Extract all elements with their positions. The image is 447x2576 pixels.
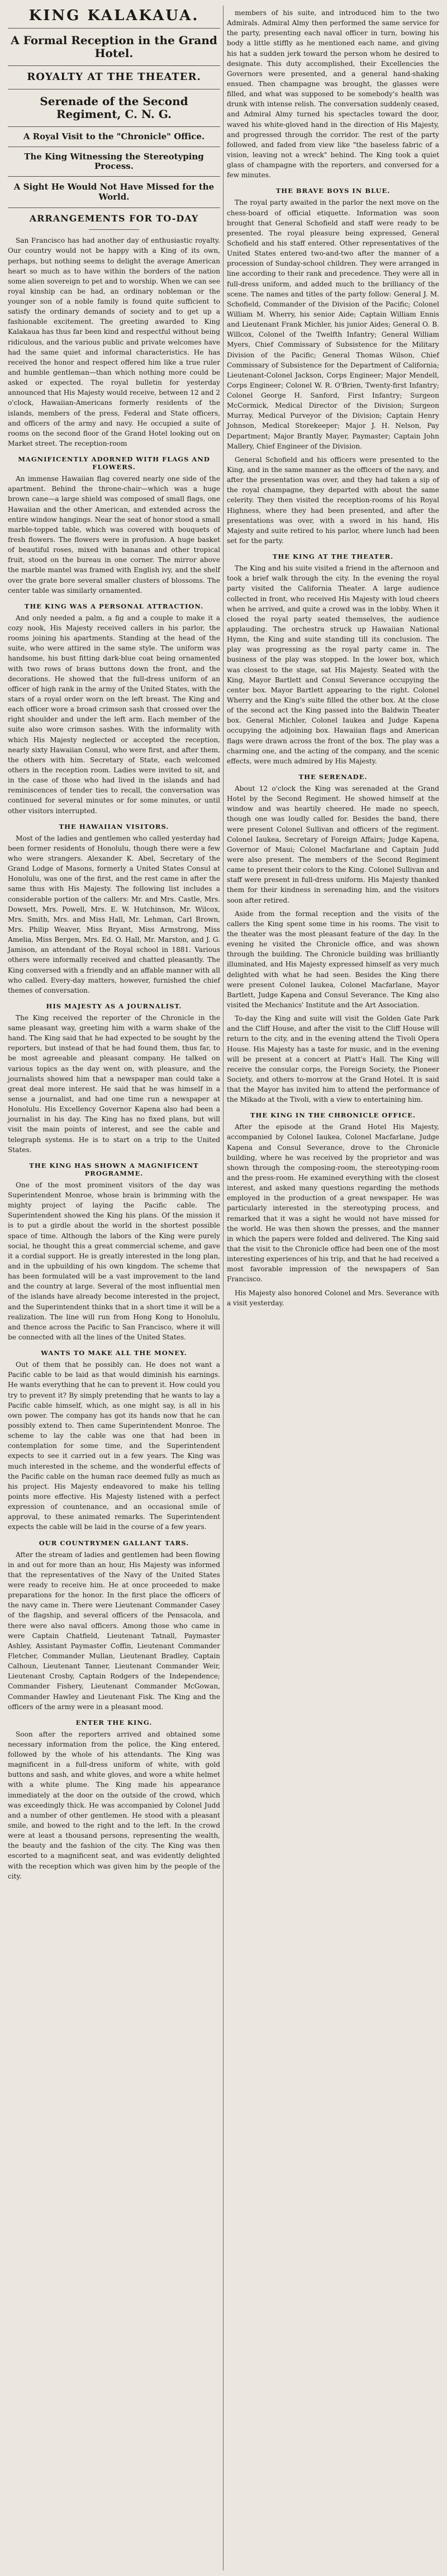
- left-column-body: [8, 235, 220, 1881]
- subheading: WANTS TO MAKE ALL THE MONEY.: [41, 1349, 187, 1357]
- article-paragraph: To-day the King and suite will visit the Golden Gate Park and the Cliff House, and after the visit to the Cliff House will return to the city, and in the evening attend the Tivoli Opera House. His Majesty has a taste for music, and in the evening will be present at a concert at Platt's Hall. The King will receive the consular corps, the Foreign Society, the Pioneer Society, and others to-morrow at the Grand Hotel. It is said that the Mayor has invited him to attend the performance of the Mikado at the Tivoli, with a view to entertaining him.: [227, 1015, 439, 1104]
- left-column: [8, 8, 220, 1885]
- right-column: [227, 8, 439, 1311]
- article-paragraph: members of his suite, and introduced him to the two Admirals. Admiral Almy then performed the same service for the party, presenting each naval officer in turn, bowing his body a little stiffly as he mentioned each name, and giving his hat a sudden jerk toward the person whom he desired to designate. This duty accomplished, their Excellencies the Governors were presented, and a general hand-shaking ensued. Then champagne was brought, the glasses were filled, and what was supposed to be somebody's health was drunk with intense relish. The conversation suddenly ceased, and Admiral Almy turned his spectacles toward the door, waved his white-gloved hand in the direction of His Majesty, and progressed through the corridor. The rest of the party followed, and faded from view like "the baseless fabric of a vision, leaving not a wreck" behind. The King took a quiet glass of champagne with the reporters, and conversed for a few minutes.: [227, 9, 439, 180]
- subheading: THE HAWAIIAN VISITORS.: [59, 822, 169, 831]
- serenade-headline: Serenade of the Second Regiment, C. N. G.: [8, 89, 220, 127]
- article-paragraph: About 12 o'clock the King was serenaded at the Grand Hotel by the Second Regiment. He showed himself at the window and was heartily cheered. He made no speech, though one was loudly called for. Besides the band, there were present Colonel Sullivan and officers of the regiment. Colonel Iaukea, Secretary of Foreign Affairs; Judge Kapena, Governor of Maui; Colonel Macfarlane and Captain Judd were also present. The members of the Second Regiment came to present their colors to the King. Colonel Sullivan and staff were present in full-dress uniform. His Majesty thanked them for their kindness in serenading him, and the visitors soon after retired.: [227, 784, 439, 904]
- short-rule: [89, 229, 139, 230]
- subheading: HIS MAJESTY AS A JOURNALIST.: [46, 1002, 182, 1010]
- article-paragraph: General Schofield and his officers were presented to the King, and in the same manner as the officers of the navy, and after the presentation was over, and they had taken a sip of the royal champagne, they departed with about the same celerity. They then visited the reception-rooms of his Royal Highness, where they had been presented, and after the presentations was over, with a sword in his hand, His Majesty and suite retired to his parlor, where lunch had been set for the party.: [227, 455, 439, 545]
- subheading: MAGNIFICENTLY ADORNED WITH FLAGS AND FLOWERS.: [18, 455, 210, 471]
- visit-headline: A Royal Visit to the "Chronicle" Office.: [8, 127, 220, 147]
- royalty-headline: ROYALTY AT THE THEATER.: [8, 66, 220, 89]
- article-paragraph: One of the most prominent visitors of the day was Superintendent Monroe, whose brain is brimming with the mighty project of laying the Pacific cable. The Superintendent showed the King his plans. Of the mission it is to put a girdle about the world in the shortest possible space of time. Although the labors of the King were purely social, he thought this a great commercial scheme, and gave it a cordial support. He is greatly interested in the long plan, and in the upbuilding of his own kingdom. The scheme that has been formulated will be a vast improvement to the land and the country at large. Several of the most influential men of the islands have already become interested in the project, and the Superintendent thinks that in a short time it will be a realization. The line will run from Hong Kong to Honolulu, and thence across the Pacific to San Francisco, where it will be connected with all the lines of the United States.: [8, 1181, 220, 1341]
- main-headline: KING KALAKAUA.: [8, 8, 220, 29]
- column-rule: [223, 6, 224, 2570]
- subheading: THE KING AT THE THEATER.: [272, 553, 394, 561]
- article-paragraph: Out of them that he possibly can. He does not want a Pacific cable to be laid as that would diminish his earnings. He wants everything that he can to prevent it. How could you try to prevent it? By simply pretending that he wants to lay a Pacific cable himself, which, as one might say, is all in his own power. The company has got its hands now that he can possibly extend to. Then came Superintendent Monroe. The scheme to lay the cable was one that had been in contemplation for some time, and the Superintendent expects to see it carried out in a few years. The King was much interested in the scheme, and the wonderful effects of the Pacific cable on the human race deemed fully as much as his project. His Majesty endeavored to make his telling points more effective. His Majesty listened with a perfect expression of countenance, and an occasional smile of approval, to these animated remarks. The Superintendent expects the cable will be laid in the course of a few years.: [8, 1361, 220, 1531]
- subheading: ENTER THE KING.: [75, 1718, 153, 1726]
- article-paragraph: Most of the ladies and gentlemen who called yesterday had been former residents of Honolulu, though there were a few who were strangers. Alexander K. Abel, Secretary of the Grand Lodge of Masons, formerly a United States Consul at Honolulu, was one of the first, and the rest came in after the same thus with His Majesty. The following list includes a considerable portion of the callers: Mr. and Mrs. Castle, Mrs. Dowsett, Mrs. Powell, Mrs. E. W. Hutchinson, Mr. Wilcox, Mrs. Smith, Mrs. and Miss Hall, Mr. Lehman, Carl Brown, Mrs. Philip Weaver, Miss Bryant, Miss Armstrong, Miss Amelia, Miss Bergen, Mrs. Ed. O. Hall, Mr. Marston, and J. G. Jamison, an attendant of the Royal school in 1881. Various others were informally received and chatted pleasantly. The King conversed with a friendly and an affable manner with all who called. Every-day matters, however, furnished the chief themes of conversation.: [8, 834, 220, 994]
- subheading: THE KING HAS SHOWN A MAGNIFICENT PROGRAMME.: [29, 1161, 199, 1177]
- deck-headline: A Formal Reception in the Grand Hotel.: [8, 29, 220, 66]
- article-paragraph: San Francisco has had another day of enthusiastic royalty. Our country would not be happy with a King of its own, perhaps, but nothing seems to delight the average American heart so much as to have within the borders of the nation some alien sovereign to pet and to worship. When we can see royal kinship can be had, an ordinary nobleman or the younger son of a noble family is found quite sufficient to satisfy the ordinary demands of society and to get up a fashionable excitement. The greeting awarded to King Kalakaua has thus far been kind and respectful without being ridiculous, and the various public and private welcomes have had the same quiet and informal characteristics. He has received the honor and respect offered him like a true ruler and humble gentleman—than which nothing more could be asked or expected. The royal bulletin for yesterday announced that His Majesty would receive, between 12 and 2 o'clock, Hawaiian-Americans formerly residents of the islands, members of the press, Federal and State officers, and officers of the army and navy. He occupied a suite of rooms on the second floor of the Grand Hotel looking out on Market street. The reception-room: [8, 237, 220, 448]
- sight-headline: A Sight He Would Not Have Missed for the World.: [8, 177, 220, 208]
- subheading: THE BRAVE BOYS IN BLUE.: [275, 187, 391, 195]
- subheading: OUR COUNTRYMEN GALLANT TARS.: [39, 1539, 189, 1547]
- arrangements-headline: ARRANGEMENTS FOR TO-DAY: [29, 213, 199, 224]
- article-paragraph: After the episode at the Grand Hotel His Majesty, accompanied by Colonel Iaukea, Colonel Macfarlane, Judge Kapena and Consul Severance, drove to the Chronicle building, where he was received by the proprietor and was shown through the composing-room, the stereotyping-room and the press-room. He examined everything with the closest interest, and asked many questions regarding the methods employed in the production of a great newspaper. He was particularly interested in the stereotyping process, and remarked that it was a sight he would not have missed for the world. He was then shown the presses, and the manner in which the papers were folded and delivered. The King said that the visit to the Chronicle office had been one of the most interesting experiences of his trip, and that he had received a most favorable impression of the newspapers of San Francisco.: [227, 1123, 439, 1284]
- subheading: THE SERENADE.: [298, 772, 368, 781]
- subheading: THE KING IN THE CHRONICLE OFFICE.: [250, 1111, 416, 1120]
- article-paragraph: The King received the reporter of the Chronicle in the same pleasant way, greeting him with a warm shake of the hand. The King said that he had expected to be sought by the reporters, but instead of that he had found them, thus far, to be most agreeable and pleasant company. He talked on various topics as the day went on, with pleasure, and the journalists showed him that a newspaper man could take a great deal more interest. He said that he was himself in a sense a journalist, and had one time run a newspaper at Honolulu. His Excellency Governor Kapena also had been a journalist in his day. The King has no fixed plans, but will visit the main points of interest, and see the cable and telegraph systems. He is to start on a trip to the United States.: [8, 1013, 220, 1154]
- subheading: THE KING WAS A PERSONAL ATTRACTION.: [24, 602, 204, 610]
- article-paragraph: His Majesty also honored Colonel and Mrs. Severance with a visit yesterday.: [227, 1289, 439, 1307]
- right-column-body: [227, 8, 439, 1308]
- article-paragraph: Aside from the formal reception and the visits of the callers the King spent some time in his rooms. The visit to the theater was the most pleasant feature of the day. In the evening he visited the Chronicle office, and was shown through the building. The Chronicle building was brilliantly illuminated, and His Majesty expressed himself as very much delighted with what he had seen. Besides the King there were present Colonel Iaukea, Colonel Macfarlane, Mayor Bartlett, Judge Kapena and Consul Severance. The King also visited the Mechanics' Institute and the Art Association.: [227, 909, 439, 1009]
- article-paragraph: Soon after the reporters arrived and obtained some necessary information from the police, the King entered, followed by the whole of his attendants. The King was magnificent in a full-dress uniform of white, with gold buttons and sash, and white gloves, and wore a white helmet with a white plume. The King made his appearance immediately at the door on the outside of the crowd, which was exceedingly thick. He was accompanied by Colonel Judd and a number of other gentlemen. He stood with a pleasant smile, and bowed to the right and to the left. In the crowd were at least a thousand persons, representing the wealth, the beauty and the fashion of the city. The King was then escorted to a magnificent seat, and was evidently delighted with the reception which was given him by the people of the city.: [8, 1730, 220, 1880]
- article-paragraph: The royal party awaited in the parlor the next move on the chess-board of official etiquette. Information was soon brought that General Schofield and staff were ready to be presented. The royal pleasure being expressed, General Schofield and his staff entered. Other representatives of the United States entered two-and-two after the manner of a procession of Sunday-school children. They were arranged in line according to their rank and precedence. They were all in full-dress uniform, and added much to the brilliancy of the scene. The names and titles of the party follow: General J. M. Schofield, Commander of the Division of the Pacific; Colonel William M. Wherry, his senior Aide; Captain William Ennis and Lieutenant Frank Michler, his junior Aides; General O. B. Willcox, Colonel of the Twelfth Infantry; General William Myers, Chief Commissary of Subsistence for the Military Division of the Pacific; General Thomas Wilson, Chief Commissary of Subsistence for the Department of California; Lieutenant-Colonel Jackson, Corps Engineer; Major Mendell, Corps Engineer; Colonel W. R. O'Brien, Twenty-first Infantry; Colonel George H. Sanford, First Infantry; Surgeon McCormick, Medical Director of the Division; Surgeon Murray, Medical Purveyor of the Division; Captain Henry Johnson, Medical Storekeeper; Major J. H. Nelson, Pay Department; Major Brantly Mayer, Paymaster; Captain John Mallery, Chief Engineer of the Division.: [227, 199, 439, 450]
- article-paragraph: An immense Hawaiian flag covered nearly one side of the apartment. Behind the throne-chair—which was a huge brown cane—a large shield was composed of small flags, one Hawaiian and the other American, and extended across the entire window hangings. Near the seat of honor stood a small marble-topped table, which was covered with bouquets of fresh flowers. The flowers were in profusion. A huge basket of beautiful roses, mixed with bananas and other tropical fruit, stood on the bureau in one corner. The mirror above the marble mantel was framed with English ivy, and the shelf over the grate bore several smaller clusters of blossoms. The center table was similarly ornamented.: [8, 475, 220, 595]
- article-paragraph: And only needed a palm, a fig and a couple to make it a cozy nook, His Majesty received callers in his parlor, the rooms joining his apartments. Standing at the head of the suite, who were attired in the same style. The uniform was handsome, his bust fitting dark-blue coat being ornamented with two rows of brass buttons down the front, and the decorations. He showed that the full-dress uniform of an officer of high rank in the army of the United States, with the stars of a royal order worn on the left breast. The King and each officer wore a broad crimson sash that crossed over the right shoulder and under the left arm. Each member of the suite also wore crimson sashes. With the informality with which His Majesty neglected or accepted the reception, nearly sixty Hawaiian Consul, who were first, and after them, the others with him. Secretary of State, each welcomed others in the reception room. Ladies were invited to sit, and in the case of those who had lived in the islands and had reminiscences of tender ties to recall, the conversation was continued for several minutes or for some minutes, or until other visitors interrupted.: [8, 614, 220, 815]
- article-paragraph: The King and his suite visited a friend in the afternoon and took a brief walk through the city. In the evening the royal party visited the California Theater. A large audience collected in front, who received His Majesty with loud cheers when he arrived, and quite a crowd was in the lobby. When it closed the royal party seated themselves, the audience applauding. The orchestra struck up Hawaiian National Hymn, the King and suite standing till its conclusion. The play was progressing as the royal party came in. The business of the play was stopped. In the lower box, which was closest to the stage, sat His Majesty. Seated with the King, Mayor Bartlett and Consul Severance occupying the center box. Mayor Bartlett appearing to the right. Colonel Wherry and the King's suite filled the other box. At the close of the second act the King passed into the Baldwin Theater box. General Michler, Colonel Iaukea and Judge Kapena occupying the adjoining box. Hawaiian flags and American flags were drawn across the front of the box. The play was a charming one, and the acting of the company, and the scenic effects, were much admired by His Majesty.: [227, 564, 439, 765]
- article-paragraph: After the stream of ladies and gentlemen had been flowing in and out for more than an hour, His Majesty was informed that the representatives of the Navy of the United States were ready to receive him. He at once proceeded to make preparations for the honor. In the first place the officers of the navy came in. There were Lieutenant Commander Casey of the flagship, and several officers of the Pensacola, and there were also naval officers. Among those who came in were Captain Chatfield, Lieutenant Tatnall, Paymaster Ashley, Assistant Paymaster Coffin, Lieutenant Commander Fletcher, Commander Mullan, Lieutenant Bradley, Captain Calhoun, Lieutenant Tanner, Lieutenant Commander Weir, Lieutenant Crosby, Captain Rodgers of the Independence; Commander Fishery, Lieutenant Commander McGowan, Commander Hawley and Lieutenant Fisk. The King and the officers of the army were in a pleasant mood.: [8, 1550, 220, 1711]
- witnessing-headline: The King Witnessing the Stereotyping Process.: [8, 147, 220, 177]
